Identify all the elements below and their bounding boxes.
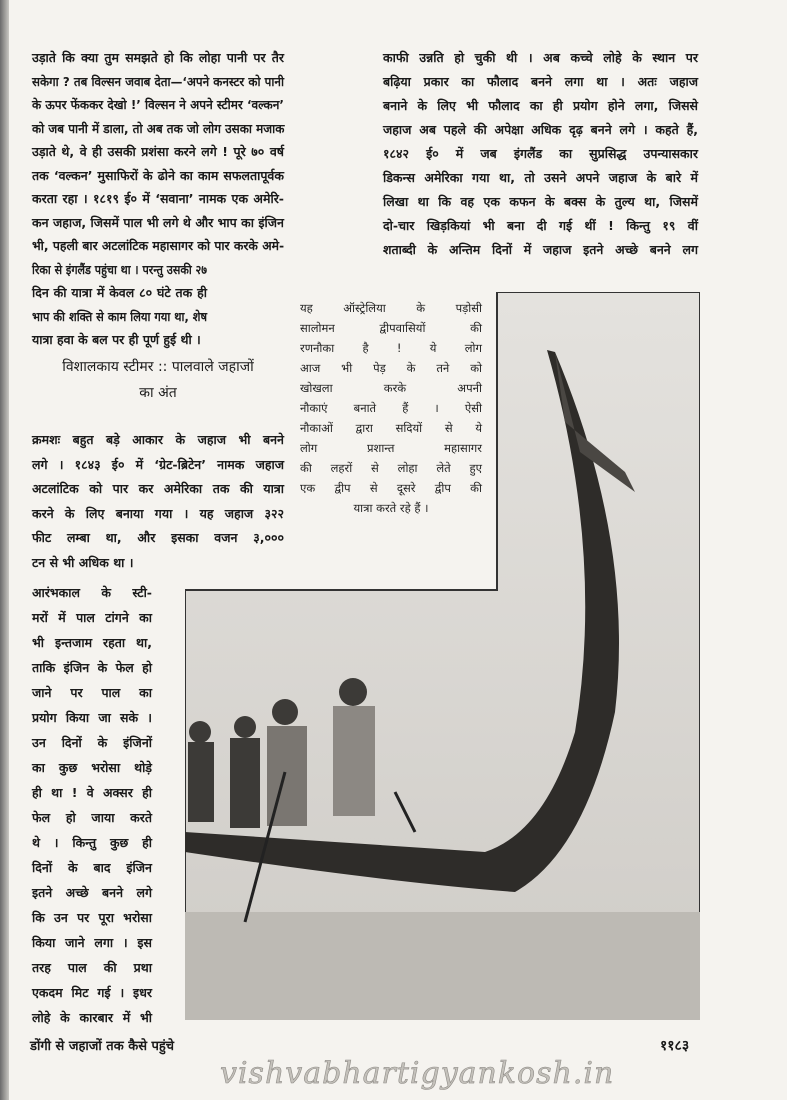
left-column-narrow: [32, 580, 152, 1030]
text-line: एक द्वीप से दूसरे द्वीप की: [300, 481, 482, 495]
text-line: टन से भी अधिक था ।: [32, 554, 134, 570]
text-line: यात्रा करते रहे हैं ।: [353, 501, 429, 515]
text-line: जाने पर पाल का: [32, 685, 152, 700]
text-line: क्रमशः बहुत बड़े आकार के जहाज भी बनने: [32, 432, 284, 447]
text-line: तरह पाल की प्रथा: [32, 960, 152, 975]
text-line: लोग प्रशान्त महासागर: [300, 441, 482, 455]
text-line: यात्रा हवा के बल पर ही पूर्ण हुई थी ।: [32, 332, 201, 347]
text-line: थे । किन्तु कुछ ही: [32, 835, 152, 850]
running-footer-title: डोंगी से जहाजों तक कैसे पहुंचे: [30, 1039, 175, 1054]
text-line: लगे । १८४३ ई० में ‘ग्रेट-ब्रिटेन’ नामक जहाज: [32, 456, 284, 472]
text-line: नौकाएं बनाते हैं । ऐसी: [300, 401, 482, 415]
text-line: खोखला करके अपनी: [300, 381, 482, 395]
text-line: अटलांटिक को पार कर अमेरिका तक की यात्रा: [32, 481, 284, 496]
text-line: उन दिनों के इंजिनों: [32, 735, 152, 750]
text-line: उड़ाते थे, वे ही उसकी प्रशंसा करने लगे ! पूरे ७० वर्ष: [32, 144, 284, 159]
text-line: बनाने के लिए भी फौलाद का ही प्रयोग होने लगा, जिससे: [383, 98, 698, 113]
text-line: फीट लम्बा था, और इसका वजन ३,०००: [32, 530, 284, 545]
right-column: [383, 46, 698, 262]
text-line: आरंभकाल के स्टी-: [32, 585, 152, 600]
watermark: vishvabhartigyankosh.in: [220, 1056, 615, 1091]
text-line: १८४२ ई० में जब इंगलैंड का सुप्रसिद्ध उपन्यासकार: [383, 146, 698, 161]
text-line: तक ‘वल्कन’ मुसाफिरों के ढोने का काम सफलतापूर्वक: [32, 167, 284, 183]
text-line: भाप की शक्ति से काम लिया गया था, शेष: [32, 308, 208, 324]
heading-line: का अंत: [139, 385, 177, 401]
text-line: लोहे के कारबार में भी: [32, 1010, 152, 1025]
text-line: काफी उन्नति हो चुकी थी । अब कच्चे लोहे के स्थान पर: [383, 50, 698, 65]
text-line: की लहरों से लोहा लेते हुए: [300, 461, 482, 475]
text-line: सकेगा ? तब विल्सन जवाब देता—‘अपने कनस्टर को पानी: [32, 73, 285, 89]
page-number: ११८३: [660, 1038, 690, 1054]
text-line: लिखा था कि वह एक कफन के बक्स के तुल्य था, जिसमें: [383, 194, 698, 209]
text-line: प्रयोग किया जा सके ।: [32, 710, 152, 725]
text-line: एकदम मिट गई । इधर: [32, 985, 152, 1000]
text-line: शताब्दी के अन्तिम दिनों में जहाज इतने अच्छे बनने लग: [383, 242, 698, 257]
text-line: को जब पानी में डाला, तो अब तक जो लोग उसका मजाक: [32, 120, 285, 136]
text-line: डिकन्स अमेरिका गया था, तो उसने अपने जहाज के बारे में: [383, 170, 698, 185]
text-line: किया जाने लगा । इस: [32, 935, 152, 950]
text-line: दिन की यात्रा में केवल ८० घंटे तक ही: [32, 285, 207, 300]
text-line: के ऊपर फेंककर देखो !’ विल्सन ने अपने स्टीमर ‘वल्कन’: [32, 97, 284, 112]
text-line: का कुछ भरोसा थोड़े: [32, 760, 152, 775]
page-binding-edge: [0, 0, 9, 1100]
text-line: भी, पहली बार अटलांटिक महासागर को पार करके अमे-: [32, 238, 285, 253]
text-line: आज भी पेड़ के तने को: [300, 361, 482, 375]
text-line: यह ऑस्ट्रेलिया के पड़ोसी: [300, 301, 482, 315]
text-line: ही था ! वे अक्सर ही: [32, 785, 152, 800]
text-line: फेल हो जाया करते: [32, 810, 152, 825]
text-line: कन जहाज, जिसमें पाल भी लगे थे और भाप का इंजिन: [32, 214, 284, 230]
text-line: दिनों के बाद इंजिन: [32, 860, 152, 875]
text-line: भी इन्तजाम रहता था,: [32, 635, 152, 650]
heading-line: विशालकाय स्टीमर :: पालवाले जहाजों: [62, 359, 254, 375]
text-line: ताकि इंजिन के फेल हो: [32, 660, 152, 675]
text-line: सालोमन द्वीपवासियों की: [300, 321, 482, 335]
text-line: इतने अच्छे बनने लगे: [32, 885, 152, 900]
text-line: नौकाओं द्वारा सदियों से ये: [300, 421, 482, 435]
text-line: करता रहा । १८१९ ई० में ‘सवाना’ नामक एक अमेरि-: [32, 191, 284, 206]
text-line: बढ़िया प्रकार का फौलाद बनने लगा था । अतः जहाज: [383, 74, 698, 89]
text-line: जहाज अब पहले की अपेक्षा अधिक दृढ़ बनने लगे । कहते हैं,: [383, 122, 698, 137]
text-line: मरों में पाल टांगने का: [32, 610, 152, 625]
war-canoe-photo: [185, 292, 700, 1020]
text-line: रिका से इंगलैंड पहुंचा था । परन्तु उसकी २७: [32, 261, 208, 277]
text-line: करने के लिए बनाया गया । यह जहाज ३२२: [32, 505, 284, 521]
text-line: दो-चार खिड़कियां भी बना दी गई थीं ! किन्तु १९ वीं: [383, 218, 698, 233]
text-line: रणनौका है ! ये लोग: [300, 341, 482, 355]
text-line: कि उन पर पूरा भरोसा: [32, 910, 152, 925]
text-line: उड़ाते कि क्या तुम समझते हो कि लोहा पानी पर तैर: [32, 50, 284, 65]
